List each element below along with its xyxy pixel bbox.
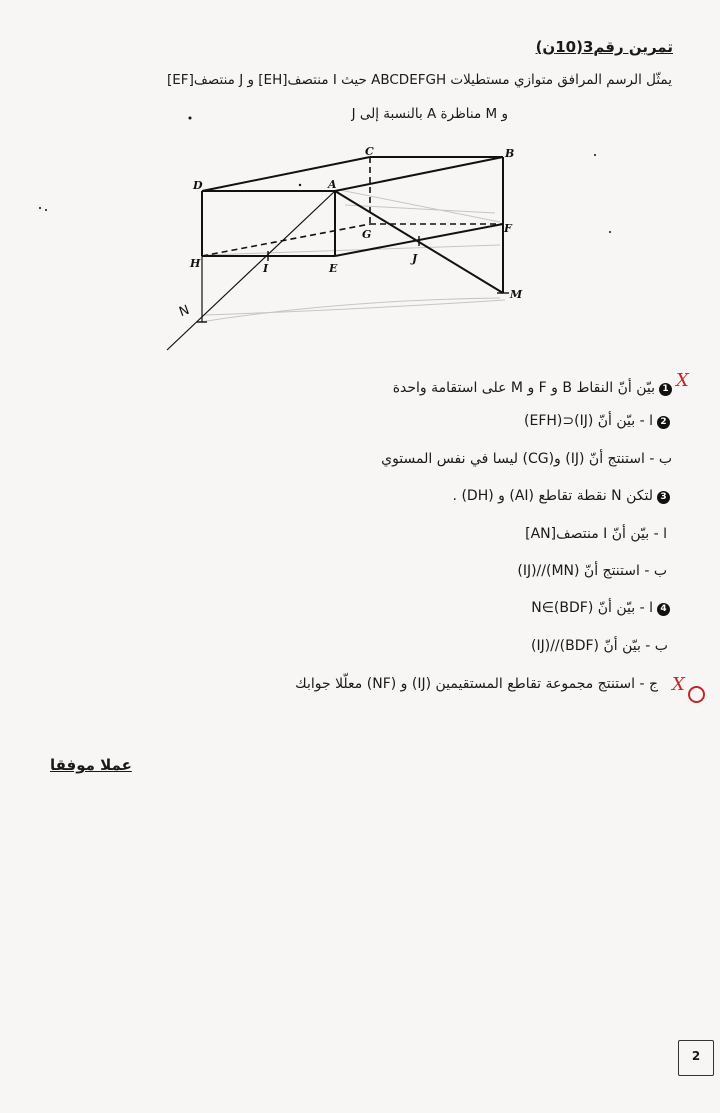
question-text: لتكن N نقطة تقاطع (AI) و (DH) . bbox=[452, 488, 653, 504]
label-F: F bbox=[504, 222, 512, 235]
page-number: 2 bbox=[678, 1040, 714, 1076]
line-AN bbox=[167, 191, 335, 350]
question-1 bbox=[393, 380, 672, 396]
label-E: E bbox=[329, 262, 338, 275]
teacher-mark-2: X bbox=[672, 674, 685, 695]
question-2b bbox=[381, 451, 672, 467]
label-D: D bbox=[193, 179, 203, 192]
question-number-badge: 1 bbox=[659, 383, 672, 396]
label-C: C bbox=[365, 145, 374, 158]
label-J: J bbox=[412, 252, 418, 265]
question-text: ب - استنتج أنّ (MN)//(IJ) bbox=[517, 563, 667, 579]
edge-AB bbox=[335, 157, 503, 191]
edge-DC bbox=[202, 157, 370, 191]
label-B: B bbox=[505, 147, 515, 160]
label-N: N bbox=[177, 302, 192, 321]
closing-wish: عملا موفقا bbox=[50, 756, 132, 774]
question-number-badge: 2 bbox=[657, 416, 670, 429]
label-A: A bbox=[328, 178, 337, 191]
teacher-circle-mark bbox=[688, 686, 705, 703]
question-text: ا - بيّن أنّ (IJ)⊂(EFH) bbox=[524, 413, 653, 429]
exercise-intro-line-1: يمثّل الرسم المرافق متوازي مستطيلات ABCDEFGH حيث I منتصف[EH] و J منتصف[EF] bbox=[166, 72, 672, 88]
question-4b bbox=[531, 638, 668, 654]
question-text: ج - استنتج مجموعة تقاطع المستقيمين (IJ) و (NF) معلّلا جوابك bbox=[295, 676, 658, 692]
question-2a bbox=[524, 413, 670, 429]
question-text: بيّن أنّ النقاط B و F و M على استقامة واحدة bbox=[392, 380, 655, 396]
label-M: M bbox=[510, 288, 523, 301]
question-3 bbox=[453, 488, 670, 504]
question-text: ا - بيّن أنّ N∈(BDF) bbox=[531, 600, 653, 616]
question-3a bbox=[525, 526, 667, 542]
exercise-intro-line-2: و M مناظرة A بالنسبة إلى J bbox=[351, 106, 508, 122]
question-text: ب - بيّن أنّ (BDF)//(IJ) bbox=[531, 638, 668, 654]
question-text: ا - بيّن أنّ I منتصف[AN] bbox=[525, 526, 667, 542]
exercise-title: تمرين رقم3(10ن) bbox=[535, 38, 673, 56]
label-I: I bbox=[263, 262, 269, 275]
question-number-badge: 4 bbox=[657, 603, 670, 616]
question-text: ب - استنتج أنّ (IJ) و(CG) ليسا في نفس المستوي bbox=[381, 451, 672, 467]
hidden-edge-HG bbox=[202, 224, 370, 256]
label-H: H bbox=[190, 257, 201, 270]
question-4c bbox=[295, 676, 658, 692]
question-3b bbox=[517, 563, 667, 579]
teacher-mark-1: X bbox=[676, 370, 689, 391]
question-number-badge: 3 bbox=[657, 491, 670, 504]
question-4a bbox=[531, 600, 670, 616]
label-G: G bbox=[362, 228, 372, 241]
